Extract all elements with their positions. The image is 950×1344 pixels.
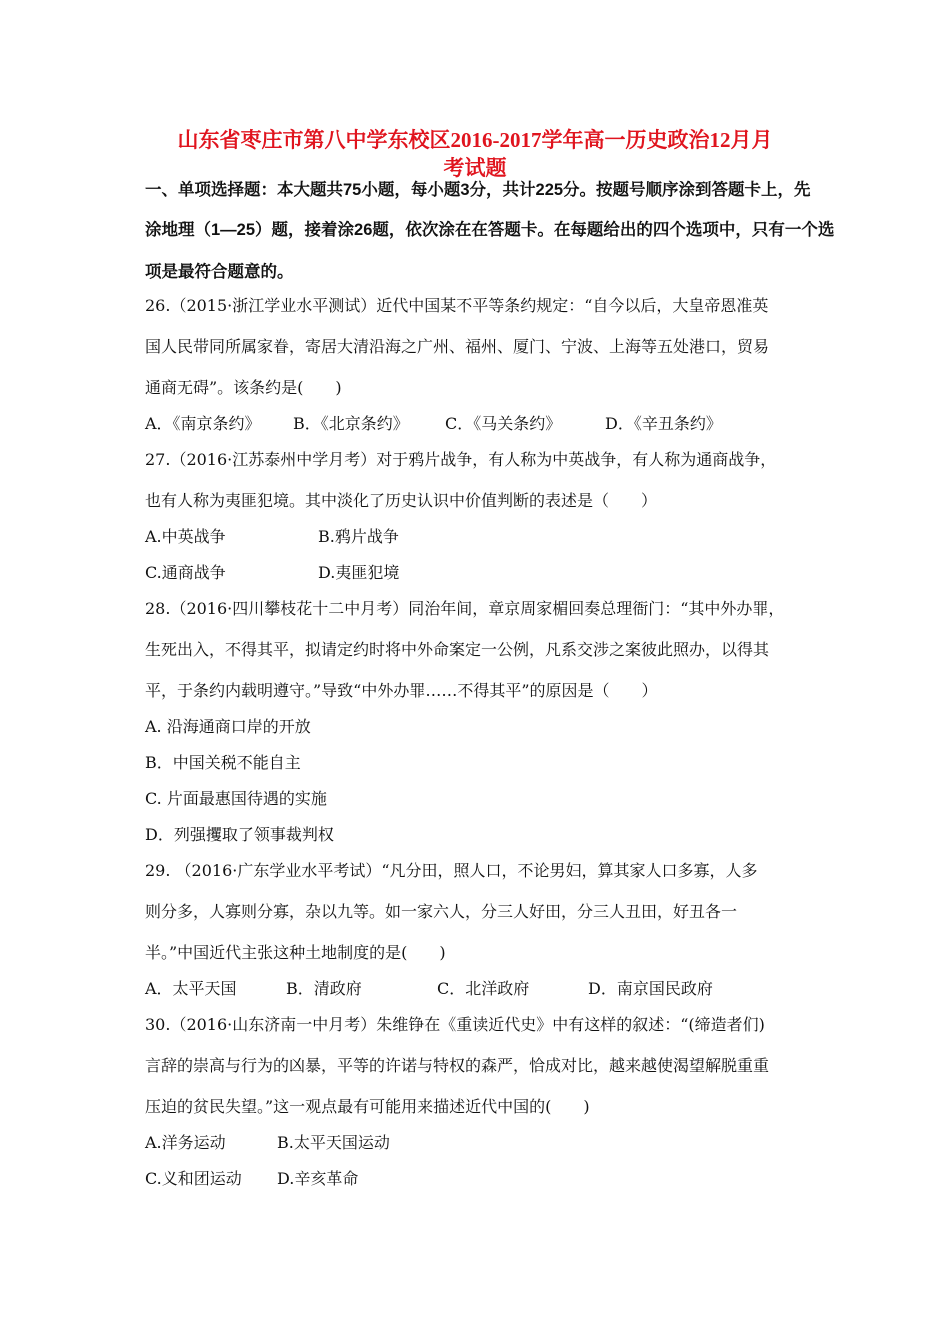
question-29-line-2: 则分多，人寡则分寡，杂以九等。如一家六人，分三人好田，分三人丑田，好丑各一 xyxy=(145,902,738,921)
question-26-line-3: 通商无碍”。该条约是( ) xyxy=(145,378,342,397)
question-26-option-b: B．《北京条约》 xyxy=(293,414,409,433)
instructions-line-2: 涂地理（1—25）题，接着涂26题，依次涂在在答题卡。在每题给出的四个选项中，只有一个选 xyxy=(145,221,835,239)
question-28-line-3: 平，于条约内载明遵守。”导致“中外办罪……不得其平”的原因是（ ） xyxy=(145,681,658,700)
question-28-option-a: A. 沿海通商口岸的开放 xyxy=(145,717,311,736)
question-27-line-1: 27.（2016·江苏泰州中学月考）对于鸦片战争，有人称为中英战争，有人称为通商战争， xyxy=(145,450,777,469)
question-29-line-1: 29. （2016·广东学业水平考试）“凡分田，照人口，不论男妇，算其家人口多寡，人多 xyxy=(145,861,758,880)
question-28-option-b: B．中国关税不能自主 xyxy=(145,753,301,772)
question-26-line-2: 国人民带同所属家眷，寄居大清沿海之广州、福州、厦门、宁波、上海等五处港口，贸易 xyxy=(145,337,770,356)
question-30-line-2: 言辞的崇高与行为的凶暴，平等的许诺与特权的森严，恰成对比，越来越使渴望解脱重重 xyxy=(145,1056,770,1075)
question-27-option-a: A.中英战争 xyxy=(145,527,226,546)
question-30-line-3: 压迫的贫民失望。”这一观点最有可能用来描述近代中国的( ) xyxy=(145,1097,590,1116)
question-30-option-b: B.太平天国运动 xyxy=(277,1133,390,1152)
question-29-option-d: D．南京国民政府 xyxy=(588,979,713,998)
question-30-option-a: A.洋务运动 xyxy=(145,1133,226,1152)
question-29-option-a: A．太平天国 xyxy=(145,979,237,998)
question-26-line-1: 26.（2015·浙江学业水平测试）近代中国某不平等条约规定：“自今以后，大皇帝恩准英 xyxy=(145,296,769,315)
question-27-option-d: D.夷匪犯境 xyxy=(318,563,400,582)
question-26-option-d: D．《辛丑条约》 xyxy=(605,414,722,433)
question-28-option-d: D．列强攫取了领事裁判权 xyxy=(145,825,334,844)
question-29-option-b: B．清政府 xyxy=(286,979,362,998)
exam-title-line-2: 考试题 xyxy=(443,156,507,180)
question-30-option-d: D.辛亥革命 xyxy=(277,1169,359,1188)
question-26-option-a: A．《南京条约》 xyxy=(145,414,261,433)
question-28-option-c: C. 片面最惠国待遇的实施 xyxy=(145,789,327,808)
question-27-option-c: C.通商战争 xyxy=(145,563,226,582)
question-30-line-1: 30.（2016·山东济南一中月考）朱维铮在《重读近代史》中有这样的叙述：“(缔造者们) xyxy=(145,1015,765,1034)
exam-title-line-1: 山东省枣庄市第八中学东校区2016-2017学年高一历史政治12月月 xyxy=(177,128,773,152)
instructions-line-1: 一、单项选择题：本大题共75小题，每小题3分，共计225分。按题号顺序涂到答题卡上，先 xyxy=(145,181,811,199)
question-28-line-1: 28.（2016·四川攀枝花十二中月考）同治年间，章京周家楣回奏总理衙门：“其中外办罪， xyxy=(145,599,785,618)
question-30-option-c: C.义和团运动 xyxy=(145,1169,242,1188)
question-28-line-2: 生死出入，不得其平，拟请定约时将中外命案定一公例，凡系交涉之案彼此照办，以得其 xyxy=(145,640,770,659)
instructions-line-3: 项是最符合题意的。 xyxy=(145,263,294,281)
question-27-line-2: 也有人称为夷匪犯境。其中淡化了历史认识中价值判断的表述是（ ） xyxy=(145,491,658,510)
question-29-option-c: C．北洋政府 xyxy=(437,979,530,998)
question-26-option-c: C．《马关条约》 xyxy=(445,414,562,433)
question-27-option-b: B.鸦片战争 xyxy=(318,527,399,546)
question-29-line-3: 半。”中国近代主张这种土地制度的是( ) xyxy=(145,943,446,962)
